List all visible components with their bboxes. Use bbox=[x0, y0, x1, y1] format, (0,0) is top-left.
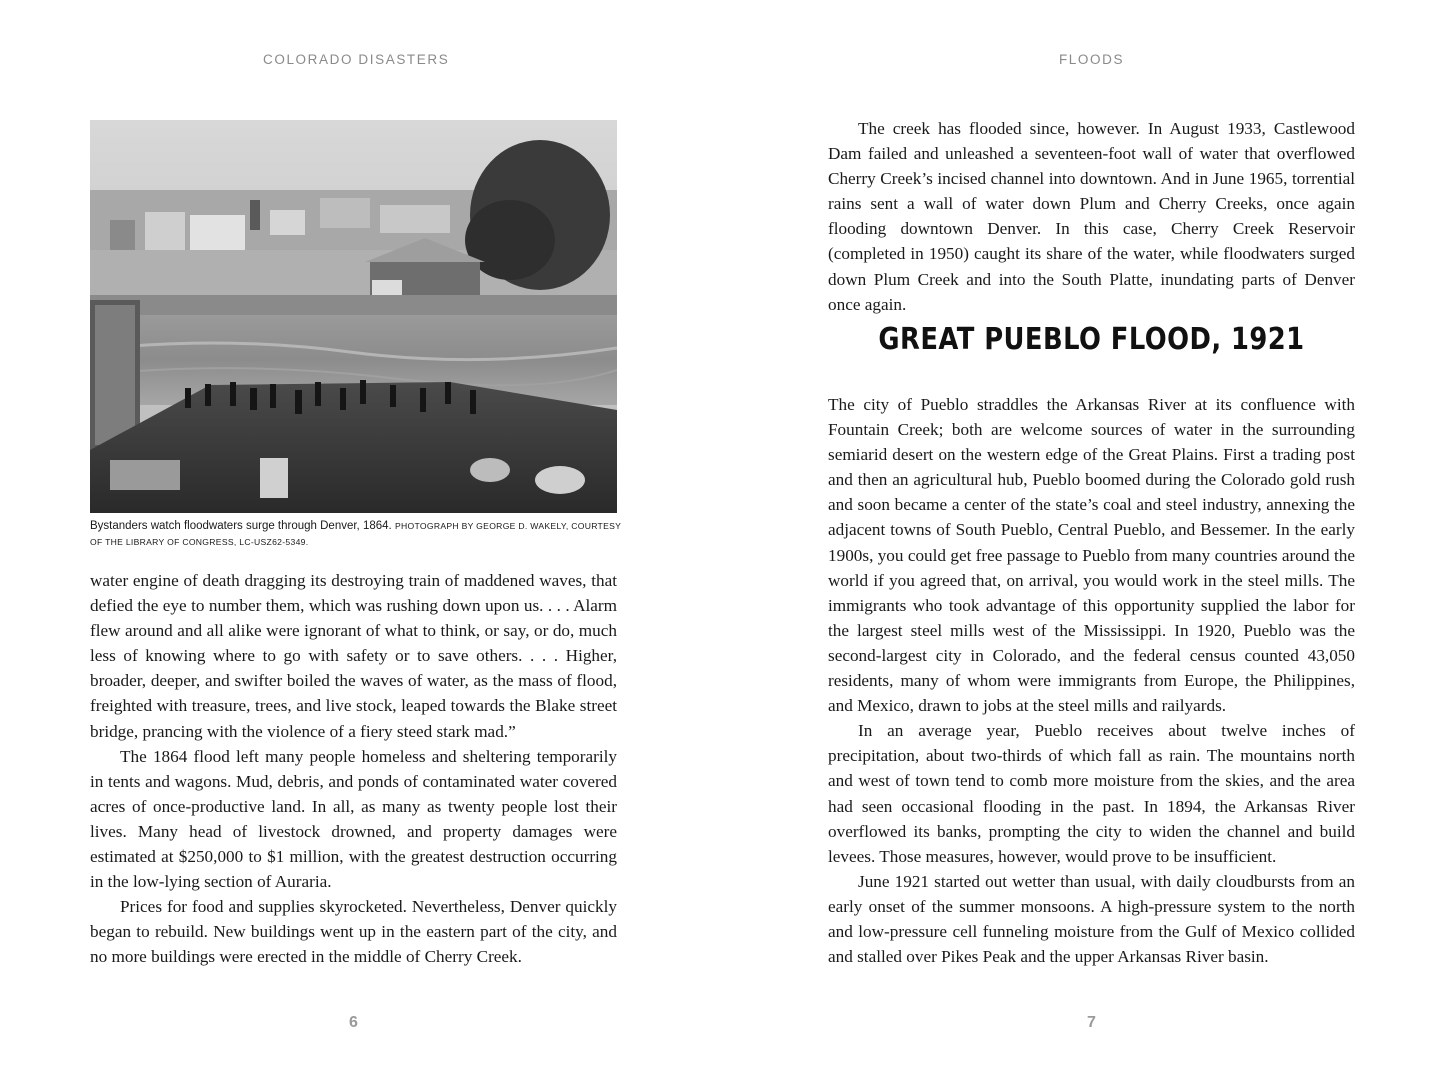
paragraph: June 1921 started out wetter than usual, with daily cloudbursts from an early onset of the summer monsoons. A high-pressure system to the north and low-pressure cell funneling moisture from the Gulf of Mexico collided and stalled over Pikes Peak and the upper Arkansas River basin. bbox=[828, 871, 1355, 967]
left-body-text bbox=[90, 568, 617, 970]
paragraph: The 1864 flood left many people homeless and sheltering temporarily in tents and wagons. Mud, debris, and ponds of contaminated water covered acres of once-productive land. In all, as many as twenty people lost their lives. Many head of livestock drowned, and property damages were estimated at $250,000 to $1 million, with the greatest destruction occurring in the low-lying section of Auraria. bbox=[90, 746, 617, 892]
paragraph: water engine of death dragging its destroying train of maddened waves, that defied the eye to number them, which was rushing down upon us. . . . Alarm flew around and all alike were ignorant of what to think, or say, or do, much less of knowing where to go with safety or to save others. . . . Higher, broader, deeper, and swifter boiled the waves of water, as the mass of flood, freighted with treasure, trees, and live stock, leaped towards the Blake street bridge, prancing with the violence of a fiery steed stark mad.” bbox=[90, 571, 617, 741]
paragraph: The creek has flooded since, however. In August 1933, Castlewood Dam failed and unleashed a seventeen-foot wall of water that overflowed Cherry Creek’s incised channel into downtown. And in June 1965, torrential rains sent a wall of water down Plum and Cherry Creeks, once again flooding downtown Denver. In this case, Cherry Creek Reservoir (completed in 1950) caught its share of the water, while floodwaters surged down Plum Creek and into the South Platte, inundating parts of Denver once again. bbox=[828, 119, 1355, 314]
caption-text: Bystanders watch floodwaters surge through Denver, 1864. bbox=[90, 520, 395, 532]
running-head-right: FLOODS bbox=[1058, 52, 1125, 67]
paragraph: The city of Pueblo straddles the Arkansas River at its confluence with Fountain Creek; both are welcome sources of water in the surrounding semiarid desert on the western edge of the Great Plains. First a trading post and then an agricultural hub, Pueblo boomed during the Colorado gold rush and soon became a center of the state’s coal and steel industry, annexing the adjacent towns of South Pueblo, Central Pueblo, and Bessemer. In the early 1900s, you could get free passage to Pueblo from many countries around the world if you agreed that, on arrival, you would work in the steel mills. The immigrants who took advantage of this opportunity supplied the labor for the largest steel mills west of the Mississippi. In 1920, Pueblo was the second-largest city in Colorado, and the federal census counted 43,050 residents, many of whom were immigrants from Europe, the Philippines, and Mexico, drawn to jobs at the steel mills and railyards. bbox=[828, 395, 1355, 716]
right-page bbox=[722, 0, 1445, 1084]
left-page bbox=[0, 0, 722, 1084]
right-intro-text bbox=[828, 116, 1355, 317]
flood-photograph-icon bbox=[90, 120, 617, 513]
paragraph: In an average year, Pueblo receives about twelve inches of precipitation, about two-thirds of which fall as rain. The mountains north and west of town tend to comb more moisture from the skies, and the area had seen occasional flooding in the past. In 1894, the Arkansas River overflowed its banks, prompting the city to widen the channel and build levees. Those measures, however, would prove to be insufficient. bbox=[828, 721, 1355, 866]
page-number-left: 6 bbox=[349, 1014, 358, 1031]
photo-caption bbox=[90, 518, 630, 550]
chapter-title: GREAT PUEBLO FLOOD, 1921 bbox=[878, 322, 1305, 357]
paragraph: Prices for food and supplies skyrocketed. Nevertheless, Denver quickly began to rebuild. New buildings went up in the eastern part of the city, and no more buildings were erected in the middle of Cherry Creek. bbox=[90, 897, 617, 967]
page-number-right: 7 bbox=[1087, 1014, 1096, 1031]
right-body-text bbox=[828, 392, 1355, 969]
caption-credit: PHOTOGRAPH BY GEORGE D. WAKELY, COURTESY OF THE LIBRARY OF CONGRESS, LC-USZ62-5349. bbox=[90, 521, 622, 547]
running-head-left: COLORADO DISASTERS bbox=[263, 52, 450, 67]
flood-photograph bbox=[90, 120, 617, 513]
